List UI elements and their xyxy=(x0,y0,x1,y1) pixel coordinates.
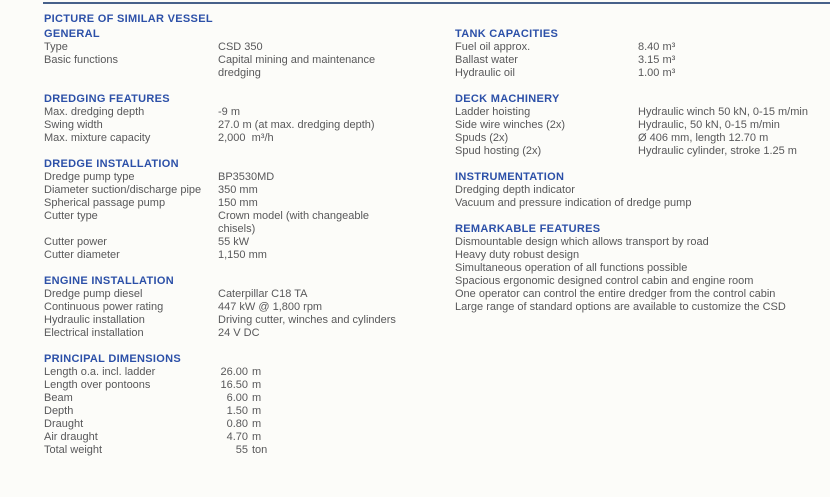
section-heading: TANK CAPACITIES xyxy=(455,28,559,40)
section-heading: DECK MACHINERY xyxy=(455,93,560,105)
spec-row xyxy=(44,405,429,418)
spec-label: Spud hosting (2x) xyxy=(455,145,542,157)
spec-row xyxy=(455,67,830,80)
spec-row xyxy=(44,41,429,54)
spec-row xyxy=(455,41,830,54)
spec-row xyxy=(44,106,429,119)
spec-row xyxy=(44,249,429,262)
spec-row xyxy=(44,119,429,132)
spec-value-number: 16.50 xyxy=(220,379,248,391)
feature-line: Dredging depth indicator xyxy=(455,184,575,196)
spec-value: Hydraulic, 50 kN, 0-15 m/min xyxy=(638,119,780,131)
spec-label: Length o.a. incl. ladder xyxy=(44,366,156,378)
spec-row xyxy=(44,301,429,314)
spec-value-unit: m xyxy=(252,431,262,443)
spec-label: Max. dredging depth xyxy=(44,106,145,118)
feature-line: Heavy duty robust design xyxy=(455,249,580,261)
spec-row xyxy=(44,418,429,431)
section-general xyxy=(44,28,429,80)
spec-value: 2,000 m³/h xyxy=(218,132,274,144)
spec-row xyxy=(44,366,429,379)
spec-row xyxy=(44,184,429,197)
section-heading: DREDGING FEATURES xyxy=(44,93,170,105)
spec-value: 150 mm xyxy=(218,197,258,209)
feature-line: Dismountable design which allows transport by road xyxy=(455,236,709,248)
section-heading: PRINCIPAL DIMENSIONS xyxy=(44,353,181,365)
spec-label: Depth xyxy=(44,405,74,417)
spec-label: Length over pontoons xyxy=(44,379,151,391)
spec-label: Beam xyxy=(44,392,73,404)
spec-value: 1.00 m³ xyxy=(638,67,676,79)
spec-value xyxy=(218,405,396,418)
spec-row xyxy=(44,210,429,236)
page-title: PICTURE OF SIMILAR VESSEL xyxy=(44,13,213,25)
section-dredging-features xyxy=(44,93,429,145)
spec-value: 27.0 m (at max. dredging depth) xyxy=(218,119,375,131)
spec-label: Dredge pump diesel xyxy=(44,288,143,300)
spec-label: Spherical passage pump xyxy=(44,197,166,209)
left-column xyxy=(44,28,429,470)
spec-value: 8.40 m³ xyxy=(638,41,676,53)
spec-value-unit: ton xyxy=(252,444,268,456)
spec-value-number: 1.50 xyxy=(226,405,248,417)
spec-label: Fuel oil approx. xyxy=(455,41,531,53)
section-heading: GENERAL xyxy=(44,28,100,40)
spec-value: 1,150 mm xyxy=(218,249,267,261)
spec-value-unit: m xyxy=(252,392,262,404)
spec-value: CSD 350 xyxy=(218,41,263,53)
spec-value: Crown model (with changeable chisels) xyxy=(218,210,373,235)
spec-label: Total weight xyxy=(44,444,103,456)
spec-label: Basic functions xyxy=(44,54,118,66)
spec-value xyxy=(218,379,396,392)
spec-row xyxy=(455,119,830,132)
spec-label: Max. mixture capacity xyxy=(44,132,151,144)
spec-value xyxy=(218,418,396,431)
feature-line: Vacuum and pressure indication of dredge pump xyxy=(455,197,692,209)
feature-line: Spacious ergonomic designed control cabin and engine room xyxy=(455,275,754,287)
spec-value: Hydraulic winch 50 kN, 0-15 m/min xyxy=(638,106,808,118)
spec-value: -9 m xyxy=(218,106,240,118)
spec-row xyxy=(44,392,429,405)
spec-label: Hydraulic installation xyxy=(44,314,145,326)
spec-label: Cutter power xyxy=(44,236,107,248)
section-dredge-installation xyxy=(44,158,429,262)
feature-line: One operator can control the entire dredger from the control cabin xyxy=(455,288,776,300)
spec-value-number: 6.00 xyxy=(226,392,248,404)
section-heading: ENGINE INSTALLATION xyxy=(44,275,174,287)
spec-row xyxy=(455,106,830,119)
spec-value-unit: m xyxy=(252,405,262,417)
spec-value: Capital mining and maintenance dredging xyxy=(218,54,379,79)
spec-label: Dredge pump type xyxy=(44,171,135,183)
spec-label: Electrical installation xyxy=(44,327,144,339)
spec-row xyxy=(44,314,429,327)
spec-label: Spuds (2x) xyxy=(455,132,509,144)
spec-value: BP3530MD xyxy=(218,171,275,183)
spec-label: Ladder hoisting xyxy=(455,106,531,118)
spec-value: 55 kW xyxy=(218,236,250,248)
section-heading: REMARKABLE FEATURES xyxy=(455,223,601,235)
spec-label: Air draught xyxy=(44,431,98,443)
spec-label: Diameter suction/discharge pipe xyxy=(44,184,202,196)
spec-value: 3.15 m³ xyxy=(638,54,676,66)
section-instrumentation xyxy=(455,171,830,210)
section-engine-installation xyxy=(44,275,429,340)
spec-label: Cutter type xyxy=(44,210,98,222)
spec-label: Hydraulic oil xyxy=(455,67,515,79)
spec-label: Type xyxy=(44,41,68,53)
section-tank-capacities xyxy=(455,28,830,80)
section-heading: DREDGE INSTALLATION xyxy=(44,158,179,170)
right-column xyxy=(455,28,830,327)
spec-value: Ø 406 mm, length 12.70 m xyxy=(638,132,769,144)
spec-value-number: 4.70 xyxy=(226,431,248,443)
spec-row xyxy=(44,236,429,249)
spec-row xyxy=(44,197,429,210)
spec-value: Hydraulic cylinder, stroke 1.25 m xyxy=(638,145,797,157)
spec-row xyxy=(44,431,429,444)
spec-row xyxy=(44,327,429,340)
spec-row xyxy=(455,132,830,145)
spec-row xyxy=(44,444,429,457)
spec-value: 24 V DC xyxy=(218,327,260,339)
spec-row xyxy=(44,171,429,184)
section-principal-dimensions xyxy=(44,353,429,457)
spec-label: Side wire winches (2x) xyxy=(455,119,566,131)
spec-value xyxy=(218,444,396,457)
spec-row xyxy=(44,379,429,392)
spec-row xyxy=(44,132,429,145)
spec-value: 350 mm xyxy=(218,184,258,196)
spec-label: Continuous power rating xyxy=(44,301,164,313)
spec-value-number: 0.80 xyxy=(226,418,248,430)
spec-row xyxy=(44,54,429,80)
spec-value: Driving cutter, winches and cylinders xyxy=(218,314,396,326)
spec-label: Swing width xyxy=(44,119,103,131)
spec-row xyxy=(455,145,830,158)
spec-value-unit: m xyxy=(252,418,262,430)
spec-value xyxy=(218,392,396,405)
feature-line: Simultaneous operation of all functions possible xyxy=(455,262,688,274)
section-remarkable-features xyxy=(455,223,830,314)
spec-value-unit: m xyxy=(252,366,262,378)
spec-label: Ballast water xyxy=(455,54,518,66)
spec-row xyxy=(44,288,429,301)
spec-value: 447 kW @ 1,800 rpm xyxy=(218,301,323,313)
top-rule xyxy=(43,2,830,4)
section-heading: INSTRUMENTATION xyxy=(455,171,565,183)
section-deck-machinery xyxy=(455,93,830,158)
spec-value-number: 55 xyxy=(235,444,248,456)
spec-value xyxy=(218,366,396,379)
spec-value: Caterpillar C18 TA xyxy=(218,288,308,300)
spec-value-unit: m xyxy=(252,379,262,391)
spec-value xyxy=(218,431,396,444)
spec-row xyxy=(455,54,830,67)
spec-value-number: 26.00 xyxy=(220,366,248,378)
feature-line: Large range of standard options are available to customize the CSD xyxy=(455,301,786,313)
spec-label: Cutter diameter xyxy=(44,249,120,261)
spec-label: Draught xyxy=(44,418,84,430)
